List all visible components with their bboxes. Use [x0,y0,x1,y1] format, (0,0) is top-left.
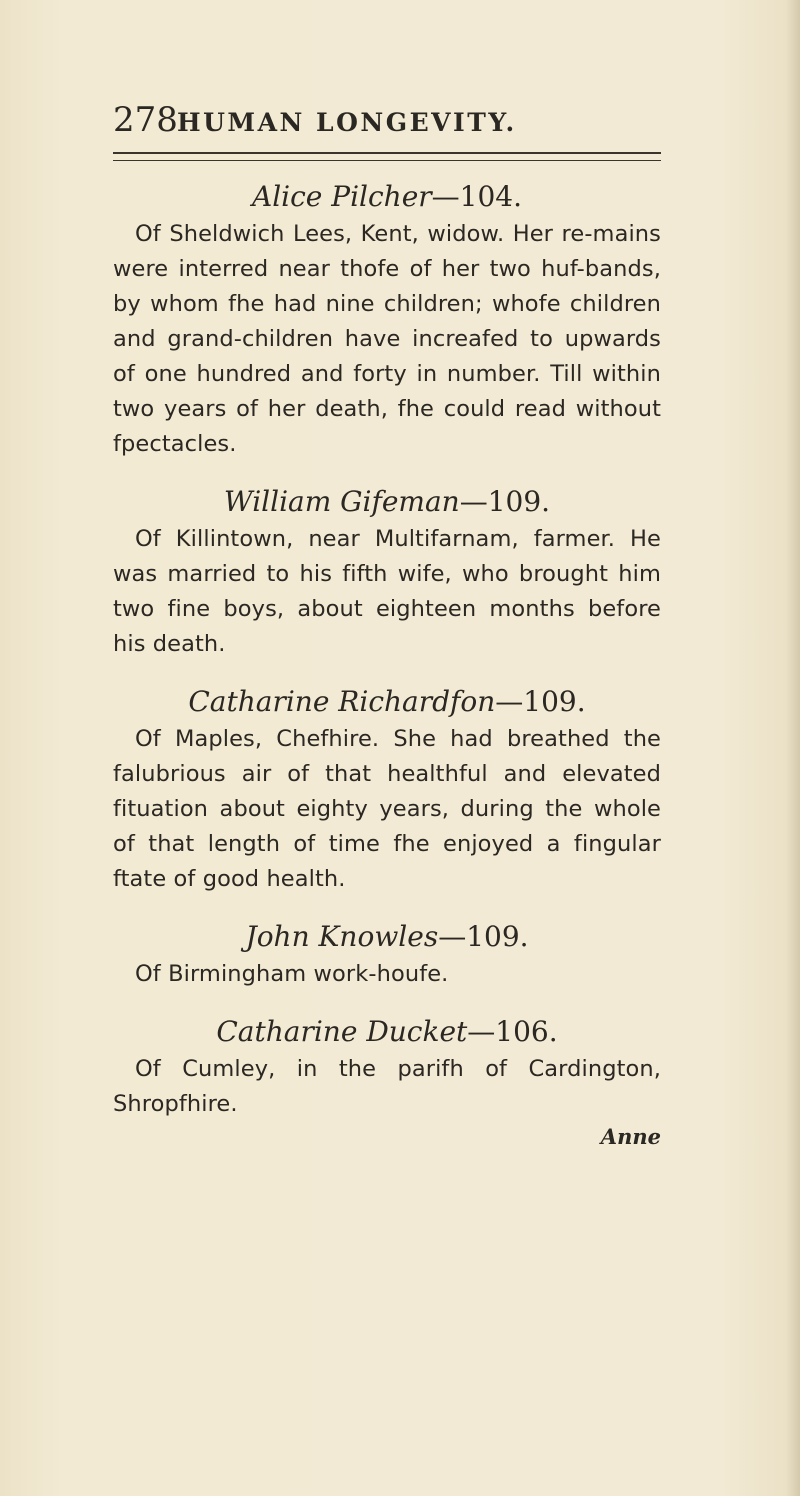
entry-heading [113,917,661,957]
entry-age: —106. [467,1015,558,1048]
running-title: HUMAN LONGEVITY. [177,108,517,137]
entry-age: —109. [495,685,586,718]
entry-name: Alice Pilcher [251,180,432,213]
running-head [113,100,661,144]
entry-heading [113,177,661,217]
entry-heading [113,1012,661,1052]
entry-age: —104. [431,180,523,213]
entry-age: —109. [459,485,551,518]
header-rule [113,152,661,161]
entry-name: Catharine Ducket [216,1015,468,1048]
entry-text: Of Cumley, in the parifh of Cardington, Shropfhire. [113,1056,661,1117]
entry-age: —109. [438,920,529,953]
page-edge-shadow [786,0,800,1496]
entry-text: Of Killintown, near Multifarnam, farmer. He was married to his fifth wife, who brought him two fine boys, about eighteen months before his death. [113,526,661,657]
entry-text: Of Sheldwich Lees, Kent, widow. Her re-mains were interred near thofe of her two huf-bands, by whom fhe had nine children; whofe children and grand-children have increafed to upwards of one hundred and forty in number. Till within two years of her death, fhe could read without fpectacles. [113,221,661,457]
entry-text: Of Birmingham work-houfe. [135,961,449,987]
page-number: 278 [113,100,178,140]
catchword: Anne [600,1124,661,1149]
entry-heading [113,682,661,722]
entry-name: Catharine Richardfon [188,685,496,718]
entry-text: Of Maples, Chefhire. She had breathed the falubrious air of that healthful and elevated fituation about eighty years, during the whole of that length of time fhe enjoyed a fingular ftate of good health. [113,726,661,892]
entry-name: William Gifeman [223,485,460,518]
entry-heading [113,482,661,522]
entry-name: John Knowles [245,920,439,953]
text-block [113,100,661,1152]
